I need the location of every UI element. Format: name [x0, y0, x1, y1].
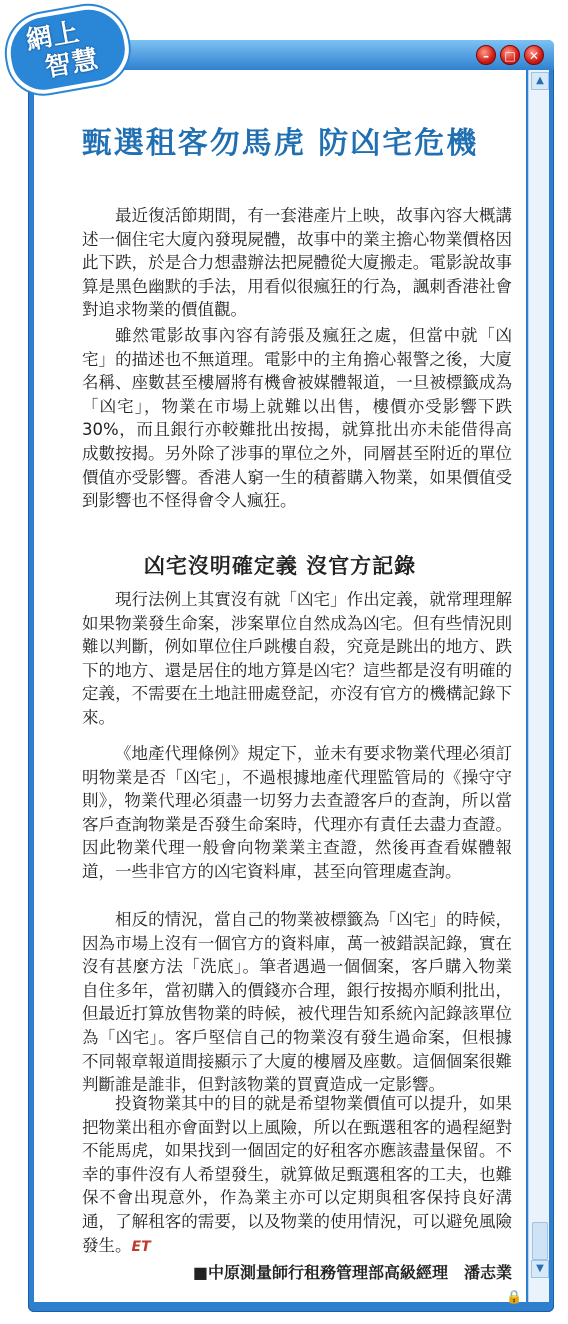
- close-button[interactable]: ✕: [524, 45, 544, 65]
- paragraph-3: 現行法例上其實沒有就「凶宅」作出定義，就常理理解如果物業發生命案，涉案單位自然成為凶宅。但有些情況則難以判斷，例如單位住戶跳樓自殺，究竟是跳出的地方、跌下的地方、還是居住的地方算是凶宅？這些都是沒有明確的定義，不需要在土地註冊處登記，亦沒有官方的機構記錄下來。: [82, 590, 512, 727]
- paragraph-6: [82, 1092, 512, 1259]
- paragraph-1: 最近復活節期間，有一套港產片上映，故事內容大概講述一個住宅大廈內發現屍體，故事中的業主擔心物業價格因此下跌，於是合力想盡辦法把屍體從大廈搬走。電影說故事算是黑色幽默的手法，用看似很瘋狂的行為，諷刺香港社會對追求物業的價值觀。: [82, 206, 512, 320]
- scroll-up-arrow-icon[interactable]: ▲: [531, 72, 549, 90]
- author-byline: ■中原測量師行租務管理部高級經理 潘志業: [192, 1263, 512, 1282]
- paragraph-2: 雖然電影故事內容有誇張及瘋狂之處，但當中就「凶宅」的描述也不無道理。電影中的主角擔心報警之後，大廈名稱、座數甚至樓層將有機會被媒體報道，一旦被標籤成為「凶宅」，物業在市場上就難以出售，樓價亦受影響下跌30%，而且銀行亦較難批出按揭，就算批出亦未能借得高成數按揭。另外除了涉事的單位之外，同層甚至附近的單位價值亦受影響。香港人窮一生的積蓄購入物業，如果價值受到影響也不怪得會令人瘋狂。: [82, 326, 512, 511]
- article-content: [34, 70, 526, 1302]
- badge-line-2: 智慧: [42, 44, 102, 84]
- badge-line-1: 網上: [23, 17, 83, 57]
- paragraph-4: 《地產代理條例》規定下，並未有要求物業代理必須訂明物業是否「凶宅」，不過根據地產代理監管局的《操守守則》，物業代理必須盡一切努力去查證客戶的查詢，所以當客戶查詢物業是否發生命案時，代理亦有責任去盡力查證。因此物業代理一般會向物業業主查證，然後再查看媒體報道，一些非官方的凶宅資料庫，甚至向管理處查詢。: [82, 744, 512, 881]
- et-end-mark-icon: ET: [131, 1238, 151, 1255]
- lock-icon: 🔒: [506, 1290, 523, 1305]
- scroll-down-arrow-icon[interactable]: ▼: [531, 1260, 549, 1278]
- vertical-scrollbar[interactable]: [528, 70, 549, 1302]
- article-title: 甄選租客勿馬虎 防凶宅危機: [81, 126, 479, 161]
- maximize-button[interactable]: □: [500, 45, 520, 65]
- minimize-button[interactable]: –: [476, 45, 496, 65]
- article-subheading: 凶宅沒明確定義 沒官方記錄: [143, 553, 417, 578]
- paragraph-5: 相反的情況，當自己的物業被標籤為「凶宅」的時候，因為市場上沒有一個官方的資料庫，萬一被錯誤記錄，實在沒有甚麼方法「洗底」。筆者遇過一個個案，客戶購入物業自住多年，當初購入的價錢亦合理，銀行按揭亦順利批出，但最近打算放售物業的時候，被代理告知系統內記錄該單位為「凶宅」。客戶堅信自己的物業沒有發生過命案，但根據不同報章報道間接顯示了大廈的樓層及座數。這個個案很難判斷誰是誰非，但對該物業的買賣造成一定影響。: [82, 910, 512, 1095]
- article-window: [28, 40, 554, 1312]
- scroll-thumb[interactable]: [532, 1222, 548, 1260]
- paragraph-6-text: 投資物業其中的目的就是希望物業價值可以提升，如果把物業出租亦會面對以上風險，所以在甄選租客的過程絕對不能馬虎，如果找到一個固定的好租客亦應該盡量保留。不幸的事件沒有人希望發生，就算做足甄選租客的工夫，也難保不會出現意外，作為業主亦可以定期與租客保持良好溝通，了解租客的需要，以及物業的使用情況，可以避免風險發生。: [82, 1094, 512, 1255]
